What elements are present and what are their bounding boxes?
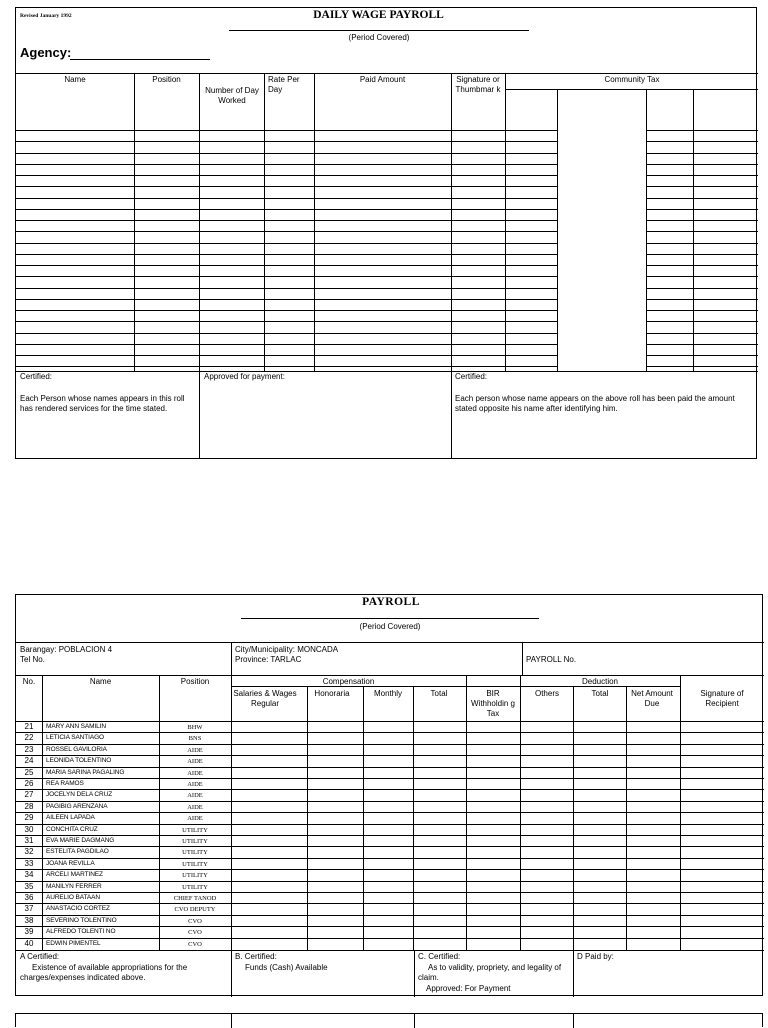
daily-row-rule: [646, 243, 758, 244]
cert-d-paid-by: D Paid by:: [577, 952, 614, 961]
next-form-partial: [15, 1013, 763, 1027]
row-name: ARCELI MARTINEZ: [46, 871, 103, 879]
daily-row-rule: [646, 130, 758, 131]
col-others-header: Others: [534, 689, 559, 698]
col-signature-header: Signature of Recipient: [700, 689, 744, 708]
row-no: 30: [24, 824, 34, 834]
period-covered: (Period Covered): [348, 33, 410, 42]
row-rule: [16, 869, 764, 870]
row-no: 29: [24, 813, 34, 823]
col-ded-total-header: Total: [591, 689, 609, 698]
daily-wage-payroll-form: [15, 7, 757, 459]
row-name: ALFREDO TOLENTI NO: [46, 928, 116, 936]
row-position: CHIEF TANOD: [173, 895, 217, 902]
row-name: MANILYN FERRER: [46, 882, 102, 890]
row-name: ANASTACIO CORTEZ: [46, 905, 110, 913]
row-rule: [16, 835, 764, 836]
daily-row-rule: [16, 220, 557, 221]
col-name-header: Name: [64, 75, 86, 84]
daily-row-rule: [646, 355, 758, 356]
daily-row-rule: [646, 186, 758, 187]
compensation-header: Compensation: [322, 677, 375, 686]
row-name: SEVERINO TOLENTINO: [46, 916, 117, 924]
col-honoraria-header: Honoraria: [314, 689, 350, 698]
daily-row-rule: [16, 310, 557, 311]
daily-row-rule: [646, 333, 758, 334]
row-no: 38: [24, 915, 34, 925]
daily-row-rule: [646, 220, 758, 221]
row-no: 25: [24, 767, 34, 777]
daily-row-rule: [16, 175, 557, 176]
cert-a-body: Existence of available appropriations for the charges/expenses indicated above.: [20, 963, 188, 982]
certified-right-title: Certified:: [455, 372, 488, 381]
row-rule: [16, 881, 764, 882]
row-no: 28: [24, 801, 34, 811]
row-name: EDWIN PIMENTEL: [46, 939, 101, 947]
row-no: 24: [24, 756, 34, 766]
row-name: JOANA REVILLA: [46, 859, 95, 867]
col-bir-header: BIR Withholdin g Tax: [470, 689, 516, 718]
row-position: UTILITY: [182, 860, 208, 868]
row-name: EVA MARIE DAGMANG: [46, 837, 115, 844]
col-paid-header: Paid Amount: [359, 75, 406, 84]
row-rule: [16, 915, 764, 916]
row-position: UTILITY: [182, 849, 208, 857]
row-position: AIDE: [187, 792, 203, 800]
cert-b-title: B. Certified:: [235, 952, 277, 961]
form-title: DAILY WAGE PAYROLL: [313, 9, 444, 21]
row-no: 32: [24, 847, 34, 857]
row-rule: [16, 789, 764, 790]
daily-row-rule: [16, 243, 557, 244]
daily-row-rule: [646, 254, 758, 255]
row-name: PAGIBIG ARENZANA: [46, 802, 108, 810]
approved-for-payment: Approved for payment:: [204, 372, 285, 381]
barangay-label: Barangay: POBLACION 4: [20, 645, 113, 654]
row-no: 37: [24, 904, 34, 914]
payroll-title: PAYROLL: [362, 596, 420, 608]
row-position: CVO: [188, 929, 202, 937]
row-no: 33: [24, 858, 34, 868]
daily-row-rule: [16, 265, 557, 266]
certified-left-title: Certified:: [20, 372, 53, 381]
revised-note: Revised January 1992: [20, 13, 72, 19]
row-name: LEONIDA TOLENTINO: [46, 757, 112, 765]
row-rule: [16, 778, 764, 779]
daily-row-rule: [646, 198, 758, 199]
row-position: BHW: [187, 724, 203, 731]
row-no: 39: [24, 927, 34, 937]
row-rule: [16, 767, 764, 768]
agency-label: Agency:: [20, 45, 72, 60]
row-position: CVO DEPUTY: [174, 906, 216, 914]
row-no: 21: [24, 722, 34, 731]
daily-row-rule: [16, 231, 557, 232]
col-rate-header: Rate Per Day: [268, 75, 300, 94]
row-position: CVO: [188, 917, 202, 925]
agency-field[interactable]: [70, 59, 210, 60]
row-position: AIDE: [187, 781, 203, 788]
daily-row-rule: [16, 288, 557, 289]
col-days-header: Number of Day Worked: [205, 86, 259, 105]
daily-row-rule: [646, 299, 758, 300]
col-monthly-header: Monthly: [373, 689, 402, 698]
col-no-header: No.: [22, 677, 36, 686]
row-rule: [16, 926, 764, 927]
row-rule: [16, 755, 764, 756]
daily-row-rule: [646, 276, 758, 277]
daily-row-rule: [646, 153, 758, 154]
row-name: REA RAMOS: [46, 780, 84, 787]
row-position: AIDE: [187, 769, 203, 777]
row-name: ESTELITA PAGDILAO: [46, 848, 109, 856]
row-position: UTILITY: [182, 838, 208, 845]
row-name: LETICIA SANTIAGO: [46, 734, 104, 742]
daily-row-rule: [646, 321, 758, 322]
city-label: City/Municipality: MONCADA: [235, 645, 339, 654]
row-name: AURELIO BATAAN: [46, 894, 100, 901]
row-name: MARY ANN SAMILIN: [46, 723, 106, 730]
row-name: ROSSEL GAVILORIA: [46, 745, 107, 753]
daily-row-rule: [646, 288, 758, 289]
cert-c-title: C. Certified:: [418, 952, 461, 961]
row-no: 31: [24, 836, 34, 845]
row-position: BNS: [188, 735, 202, 743]
row-no: 36: [24, 893, 34, 902]
row-no: 22: [24, 733, 34, 743]
row-position: UTILITY: [182, 872, 208, 880]
daily-row-rule: [16, 130, 557, 131]
row-no: 34: [24, 870, 34, 880]
payroll-period-covered: (Period Covered): [359, 622, 421, 631]
daily-row-rule: [16, 299, 557, 300]
row-no: 23: [24, 744, 34, 754]
row-rule: [16, 903, 764, 904]
daily-row-rule: [16, 153, 557, 154]
row-rule: [16, 892, 764, 893]
daily-row-rule: [646, 164, 758, 165]
daily-row-rule: [646, 141, 758, 142]
daily-row-rule: [16, 344, 557, 345]
row-rule: [16, 858, 764, 859]
daily-row-rule: [16, 366, 557, 367]
certified-right-body: Each person whose name appears on the above roll has been paid the amount stated opposite his name after identifying him.: [455, 394, 735, 413]
daily-row-rule: [16, 333, 557, 334]
row-position: AIDE: [187, 815, 203, 823]
tel-label: Tel No.: [20, 655, 45, 664]
daily-row-rule: [16, 355, 557, 356]
row-name: JOCELYN DELA CRUZ: [46, 791, 113, 799]
certified-left-body: Each Person whose names appears in this roll has rendered services for the time stated.: [20, 394, 185, 413]
province-label: Province: TARLAC: [235, 655, 302, 664]
row-position: AIDE: [187, 746, 203, 754]
col-net-header: Net Amount Due: [631, 689, 673, 708]
row-position: CVO: [188, 940, 202, 948]
col-signature-header: Signature or Thumbmar k: [455, 75, 501, 94]
row-position: UTILITY: [182, 826, 208, 834]
daily-row-rule: [16, 141, 557, 142]
row-rule: [16, 732, 764, 733]
row-no: 26: [24, 779, 34, 788]
daily-row-rule: [646, 175, 758, 176]
row-name: AILEEN LAPADA: [46, 814, 95, 822]
daily-row-rule: [646, 265, 758, 266]
row-position: AIDE: [187, 803, 203, 811]
col-position-header: Position: [152, 75, 181, 84]
col-total-header: Total: [430, 689, 448, 698]
row-rule: [16, 824, 764, 825]
daily-row-rule: [16, 276, 557, 277]
daily-row-rule: [16, 321, 557, 322]
cert-c-approved: Approved: For Payment: [426, 984, 511, 993]
daily-row-rule: [16, 186, 557, 187]
daily-row-rule: [646, 344, 758, 345]
row-no: 27: [24, 790, 34, 800]
col-community-tax-header: Community Tax: [604, 75, 660, 84]
row-rule: [16, 744, 764, 745]
cert-a-title: A Certified:: [20, 952, 60, 961]
payroll-no-label: PAYROLL No.: [526, 655, 577, 664]
deduction-header: Deduction: [581, 677, 619, 686]
row-position: AIDE: [187, 758, 203, 766]
row-no: 35: [24, 881, 34, 891]
row-rule: [16, 801, 764, 802]
row-rule: [16, 812, 764, 813]
daily-row-rule: [646, 209, 758, 210]
row-rule: [16, 938, 764, 939]
col-position-header: Position: [180, 677, 210, 686]
row-name: CONCHITA CRUZ: [46, 825, 98, 833]
row-rule: [16, 846, 764, 847]
daily-row-rule: [16, 198, 557, 199]
col-salaries-header: Salaries & Wages Regular: [233, 689, 297, 708]
daily-row-rule: [16, 209, 557, 210]
daily-row-rule: [16, 254, 557, 255]
col-name-header: Name: [89, 677, 112, 686]
row-name: MARIA SARINA PAGALING: [46, 768, 125, 776]
cert-b-body: Funds (Cash) Available: [245, 963, 328, 972]
cert-c-body: As to validity, propriety, and legality of claim.: [418, 963, 562, 982]
daily-row-rule: [646, 231, 758, 232]
daily-row-rule: [646, 366, 758, 367]
row-no: 40: [24, 938, 34, 948]
row-position: UTILITY: [182, 883, 208, 891]
daily-row-rule: [16, 164, 557, 165]
daily-row-rule: [646, 310, 758, 311]
payroll-form: [15, 594, 763, 996]
